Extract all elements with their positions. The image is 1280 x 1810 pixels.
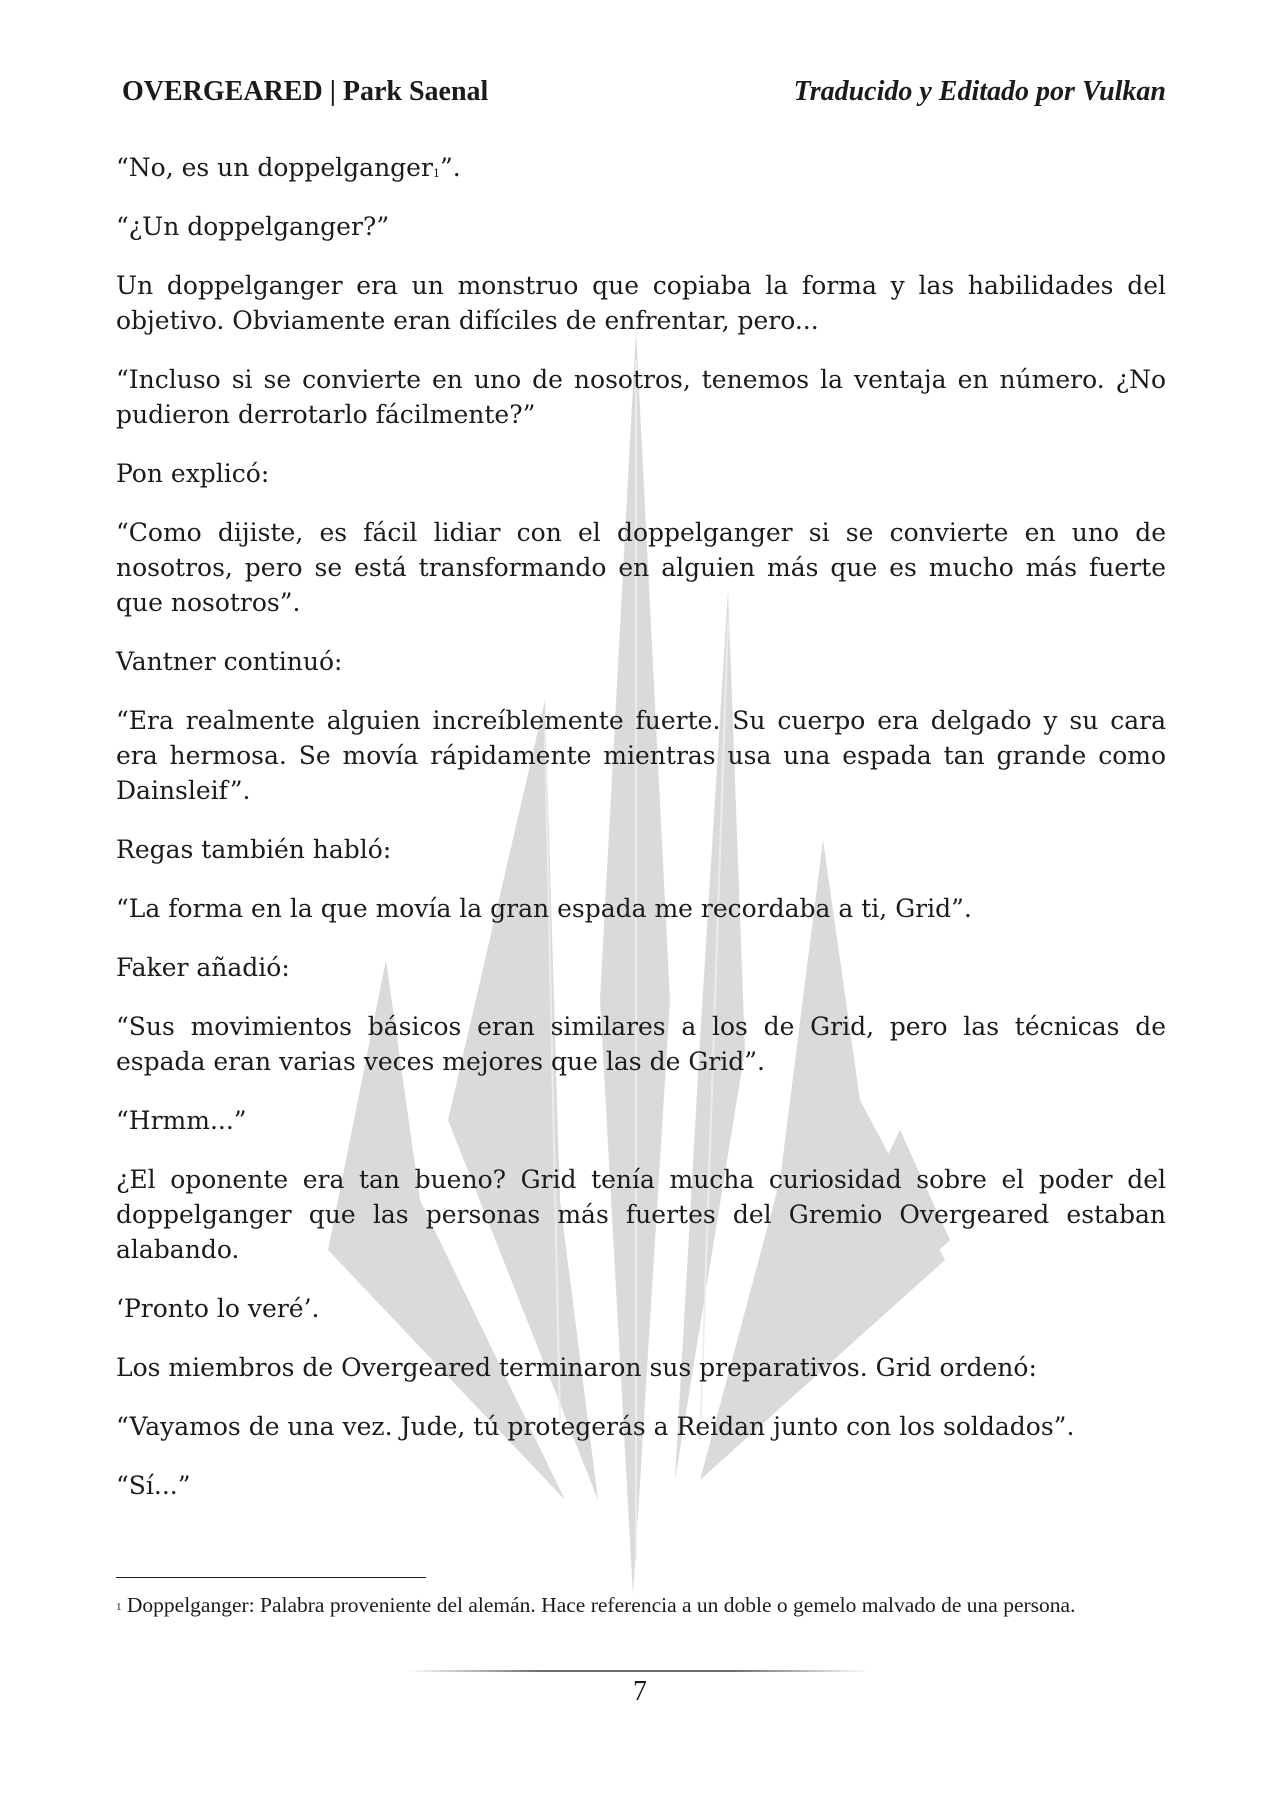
paragraph: Pon explicó: xyxy=(116,459,270,488)
body-text xyxy=(116,150,1166,1527)
footnote xyxy=(116,1592,1166,1618)
paragraph: “Vayamos de una vez. Jude, tú protegerás a Reidan junto con los soldados”. xyxy=(116,1412,1075,1441)
header-title: OVERGEARED | Park Saenal xyxy=(122,76,489,107)
page-number-divider xyxy=(405,1670,870,1672)
footnote-number: 1 xyxy=(116,1601,122,1613)
paragraph: ‘Pronto lo veré’. xyxy=(116,1294,320,1323)
paragraph: Los miembros de Overgeared terminaron sus preparativos. Grid ordenó: xyxy=(116,1353,1037,1382)
paragraph: Un doppelganger era un monstruo que copiaba la forma y las habilidades del objetivo. Obviamente eran difíciles de enfrentar, pero... xyxy=(116,271,1166,335)
paragraph: “Sus movimientos básicos eran similares a los de Grid, pero las técnicas de espada eran varias veces mejores que las de Grid”. xyxy=(116,1012,1166,1076)
paragraph: “Era realmente alguien increíblemente fuerte. Su cuerpo era delgado y su cara era hermosa. Se movía rápidamente mientras usa una espada tan grande como Dainsleif”. xyxy=(116,706,1166,805)
paragraph: “¿Un doppelganger?” xyxy=(116,212,390,241)
footnote-separator xyxy=(116,1577,426,1578)
paragraph: “La forma en la que movía la gran espada me recordaba a ti, Grid”. xyxy=(116,894,972,923)
page-number: 7 xyxy=(633,1676,647,1707)
paragraph: “No, es un doppelganger$^1$”. xyxy=(116,153,461,182)
page-header xyxy=(122,76,1166,112)
footnote-reference[interactable]: 1 xyxy=(432,167,440,180)
header-credit: Traducido y Editado por Vulkan xyxy=(793,76,1166,107)
paragraph: “Hrmm...” xyxy=(116,1106,247,1135)
paragraph: “Sí...” xyxy=(116,1471,191,1500)
paragraph: Regas también habló: xyxy=(116,835,392,864)
paragraph: “Como dijiste, es fácil lidiar con el doppelganger si se convierte en uno de nosotros, pero se está transformando en alguien más que es mucho más fuerte que nosotros”. xyxy=(116,518,1166,617)
footnote-text: Doppelganger: Palabra proveniente del alemán. Hace referencia a un doble o gemelo malvado de una persona. xyxy=(121,1593,1076,1617)
paragraph: “Incluso si se convierte en uno de nosotros, tenemos la ventaja en número. ¿No pudieron derrotarlo fácilmente?” xyxy=(116,365,1166,429)
paragraph: Vantner continuó: xyxy=(116,647,343,676)
paragraph: Faker añadió: xyxy=(116,953,290,982)
paragraph: ¿El oponente era tan bueno? Grid tenía mucha curiosidad sobre el poder del doppelganger que las personas más fuertes del Gremio Overgeared estaban alabando. xyxy=(116,1165,1166,1264)
